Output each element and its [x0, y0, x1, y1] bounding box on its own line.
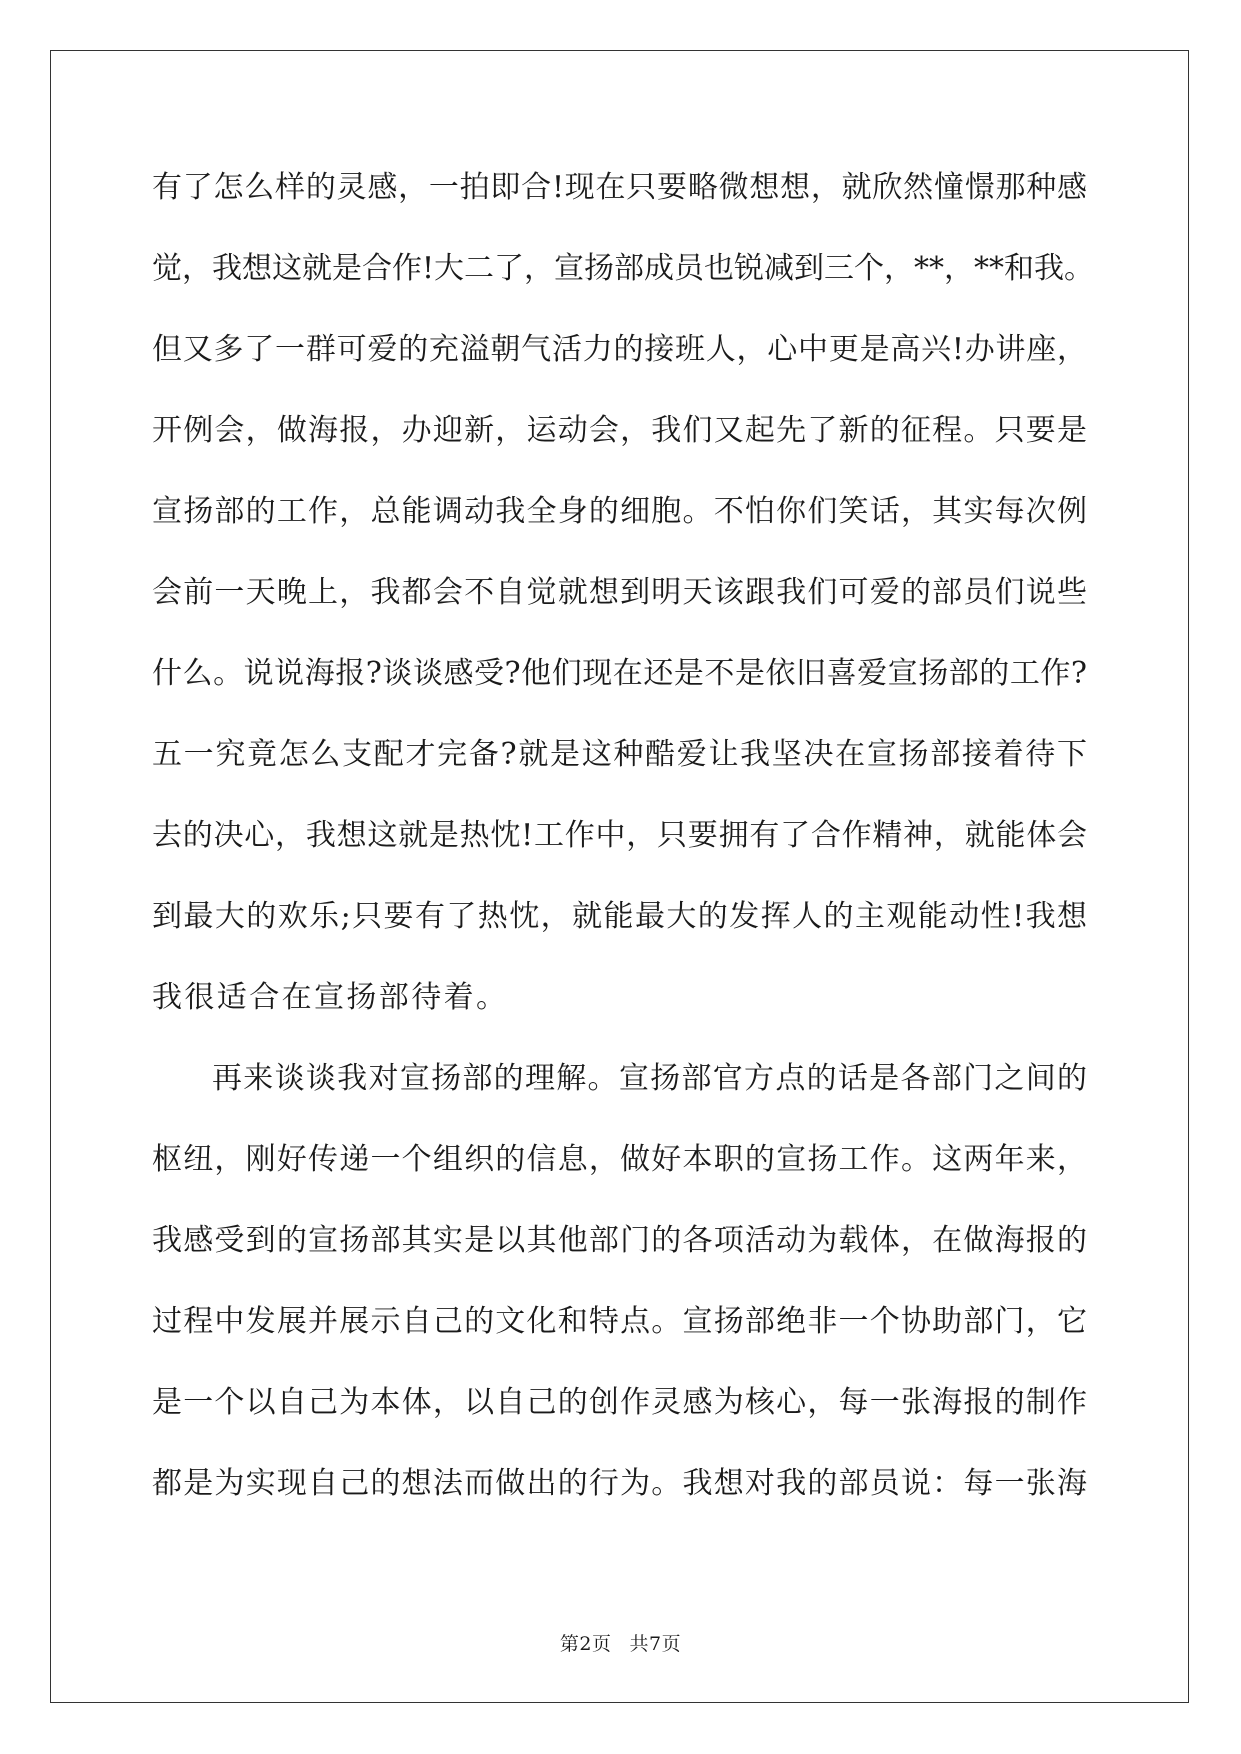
- text-line: 过程中发展并展示自己的文化和特点。宣扬部绝非一个协助部门，它: [152, 1304, 1087, 1339]
- text-line: 我感受到的宣扬部其实是以其他部门的各项活动为载体，在做海报的: [152, 1223, 1087, 1258]
- text-line: 都是为实现自己的想法而做出的行为。我想对我的部员说：每一张海: [152, 1466, 1087, 1501]
- text-line: 到最大的欢乐;只要有了热忱，就能最大的发挥人的主观能动性!我想: [152, 899, 1087, 934]
- text-line: 觉，我想这就是合作!大二了，宣扬部成员也锐减到三个，**，**和我。: [152, 251, 1095, 286]
- text-line: 开例会，做海报，办迎新，运动会，我们又起先了新的征程。只要是: [152, 413, 1087, 448]
- text-line: 什么。说说海报?谈谈感受?他们现在还是不是依旧喜爱宣扬部的工作?: [152, 656, 1087, 691]
- text-line: 五一究竟怎么支配才完备?就是这种酷爱让我坚决在宣扬部接着待下: [152, 737, 1087, 772]
- text-line: 但又多了一群可爱的充溢朝气活力的接班人，心中更是高兴!办讲座，: [152, 332, 1087, 367]
- document-body: [152, 158, 1095, 1535]
- text-line: 去的决心，我想这就是热忱!工作中，只要拥有了合作精神，就能体会: [152, 818, 1087, 853]
- page-footer: [0, 1632, 1241, 1656]
- text-line: 宣扬部的工作，总能调动我全身的细胞。不怕你们笑话，其实每次例: [152, 494, 1087, 529]
- paragraph-first-line: 再来谈谈我对宣扬部的理解。宣扬部官方点的话是各部门之间的: [212, 1061, 1087, 1096]
- page-number: 第2页: [559, 1633, 612, 1655]
- text-line: 枢纽，刚好传递一个组织的信息，做好本职的宣扬工作。这两年来，: [152, 1142, 1087, 1177]
- text-line: 会前一天晚上，我都会不自觉就想到明天该跟我们可爱的部员们说些: [152, 575, 1087, 610]
- text-line: 有了怎么样的灵感，一拍即合!现在只要略微想想，就欣然憧憬那种感: [152, 170, 1087, 205]
- page-total: 共7页: [629, 1633, 682, 1655]
- text-line: 是一个以自己为本体，以自己的创作灵感为核心，每一张海报的制作: [152, 1385, 1087, 1420]
- text-line: 我很适合在宣扬部待着。: [152, 980, 509, 1015]
